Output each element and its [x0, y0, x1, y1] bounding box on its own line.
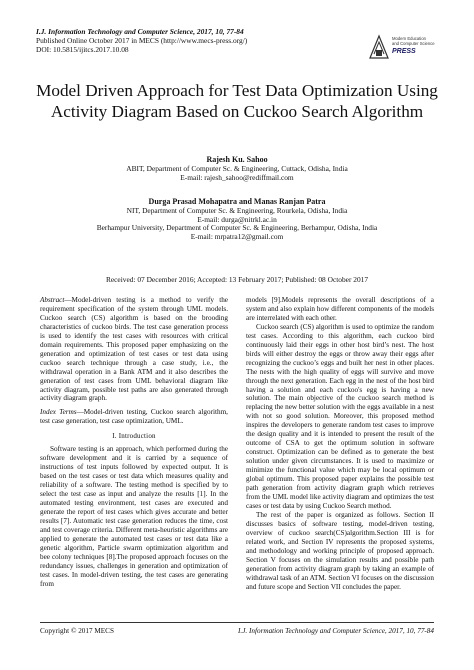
body-paragraph: Cuckoo search (CS) algorithm is used to optimize the random test cases. According to this algorithm, each cuckoo bird continuously laid their eggs in other host bird’s nest. The host birds will either destroy the eggs or throw away their eggs after recognizing the cuckoo’s eggs and built her nest in other places. The nests with the high quality of eggs will survive and move through the next generation. Each egg in the nest of the host bird having a solution and each cuckoo's egg is having a new solution. The main objective of the cuckoo search method is replacing the new better solution with the eggs available in a nest with not so good solution. Moreover, this proposed method inspires the developers to generate random test cases to improve the design quality and it is intended to present the result of the outcome of CSA to get the optimum solution in software construct. Optimization can be defined as to generate the best solution under given circumstances. It is used to maximize or minimize the functional value which may be local optimum or global optimum. This proposed paper explains the possible test path generation from activity diagram graph which retrieves from the UML model like activity diagram and optimizes the test cases or test data by using Cuckoo Search method. — [246, 322, 434, 510]
journal-header — [36, 28, 247, 54]
abstract — [40, 296, 228, 403]
author-affiliation: NIT, Department of Computer Sc. & Engineering, Rourkela, Odisha, India — [126, 205, 348, 215]
book-logo-icon — [368, 32, 390, 62]
index-terms-text: —Model-driven testing, Cuckoo search algorithm, test case generation, test case optimization, UML. — [40, 408, 228, 426]
logo-press: PRESS — [392, 48, 416, 55]
abstract-label: Abstract — [40, 296, 65, 304]
author-email: E-mail: rajesh_sahoo@rediffmail.com — [180, 172, 294, 182]
index-terms-label: Index Terms — [40, 408, 77, 417]
left-column — [40, 296, 228, 589]
abstract-text: —Model-driven testing is a method to verify the requirement specification of the system through UML models. Cuckoo search (CS) algorithm is based on the brooding characteristics of cuckoo birds. The test case generation process is used to identify the test cases with resources with critical domain requirements. This proposed paper emphasizing on the generation and optimization of test cases or test data using cuckoo search technique through a case study, i.e., the withdrawal operation in a Bank ATM and it also describes the generation of test cases from UML behavioral diagram like activity diagram, possible test paths are also generated through activity diagram graph. — [40, 296, 228, 403]
author-name: Rajesh Ku. Sahoo — [206, 155, 268, 164]
author-affiliation: ABIT, Department of Computer Sc. & Engineering, Cuttack, Odisha, India — [126, 163, 348, 173]
body-paragraph: models [9].Models represents the overall descriptions of a system and also explain how different components of the models are interrelated with each other. — [246, 296, 434, 322]
author-name: Durga Prasad Mohapatra and Manas Ranjan Patra — [148, 197, 326, 206]
published-line: Published Online October 2017 in MECS (http://www.mecs-press.org/) — [36, 35, 248, 45]
journal-name: I.J. Information Technology and Computer Science, 2017, 10, 77-84 — [36, 27, 244, 36]
paper-title: Model Driven Approach for Test Data Optimization Using Activity Diagram Based on Cuckoo Search Algorithm — [36, 81, 438, 121]
received-dates: Received: 07 December 2016; Accepted: 13 February 2017; Published: 08 October 2017 — [105, 275, 369, 284]
author-email: E-mail: mrpatra12@gmail.com — [190, 232, 284, 242]
logo-line-2: and Computer Science — [392, 41, 435, 46]
publisher-logo — [368, 28, 440, 70]
doi-line: DOI: 10.5815/ijitcs.2017.10.08 — [36, 44, 129, 54]
author-email: E-mail: durga@nitrkl.ac.in — [197, 214, 277, 224]
right-column — [246, 296, 434, 591]
footer-copyright: Copyright © 2017 MECS — [40, 627, 114, 635]
body-paragraph: The rest of the paper is organized as follows. Section II discusses basics of software testing, model-driven testing, overview of cuckoo search(CS)algorithm.Section III is for related work, and Section IV represents the proposed systems, and methodology and working principle of proposed approach. Section V focuses on the simulation results and possible path generation from activity diagram graph by taking an example of withdrawal task of an ATM. Section VI focuses on the discussion and future scope and Section VII concludes the paper. — [246, 510, 434, 591]
footer-rule — [40, 622, 434, 623]
section-heading: I. Introduction — [112, 432, 156, 441]
index-terms — [40, 408, 228, 426]
intro-paragraph: Software testing is an approach, which performed during the software development and it is carried by a sequence of instructions of test inputs followed by expected output. It is based on the test cases or test data which measures quality and reliability of a software. The testing method is specified by to select the test case as input and analyze the results [1]. In the automated testing environment, test cases are executed and generate the report of test cases which gives accurate and better results [7]. Automatic test case generation reduces the time, cost and test coverage criteria. Different meta-heuristic algorithms are applied to generate the automated test cases or test data like a genetic algorithm, Particle swarm optimization algorithm and bee colony techniques [8].The proposed approach focuses on the redundancy issues, challenges in generation and optimization of test cases. In model-driven testing, the test cases are generating from — [40, 445, 228, 588]
author-affiliation: Berhampur University, Department of Computer Sc. & Engineering, Berhampur, Odisha, India — [96, 223, 378, 233]
author-block-1 — [0, 156, 474, 182]
logo-line-1: Modern Education — [392, 36, 426, 41]
author-block-2 — [0, 198, 474, 242]
footer-journal: I.J. Information Technology and Computer Science, 2017, 10, 77-84 — [238, 627, 434, 635]
